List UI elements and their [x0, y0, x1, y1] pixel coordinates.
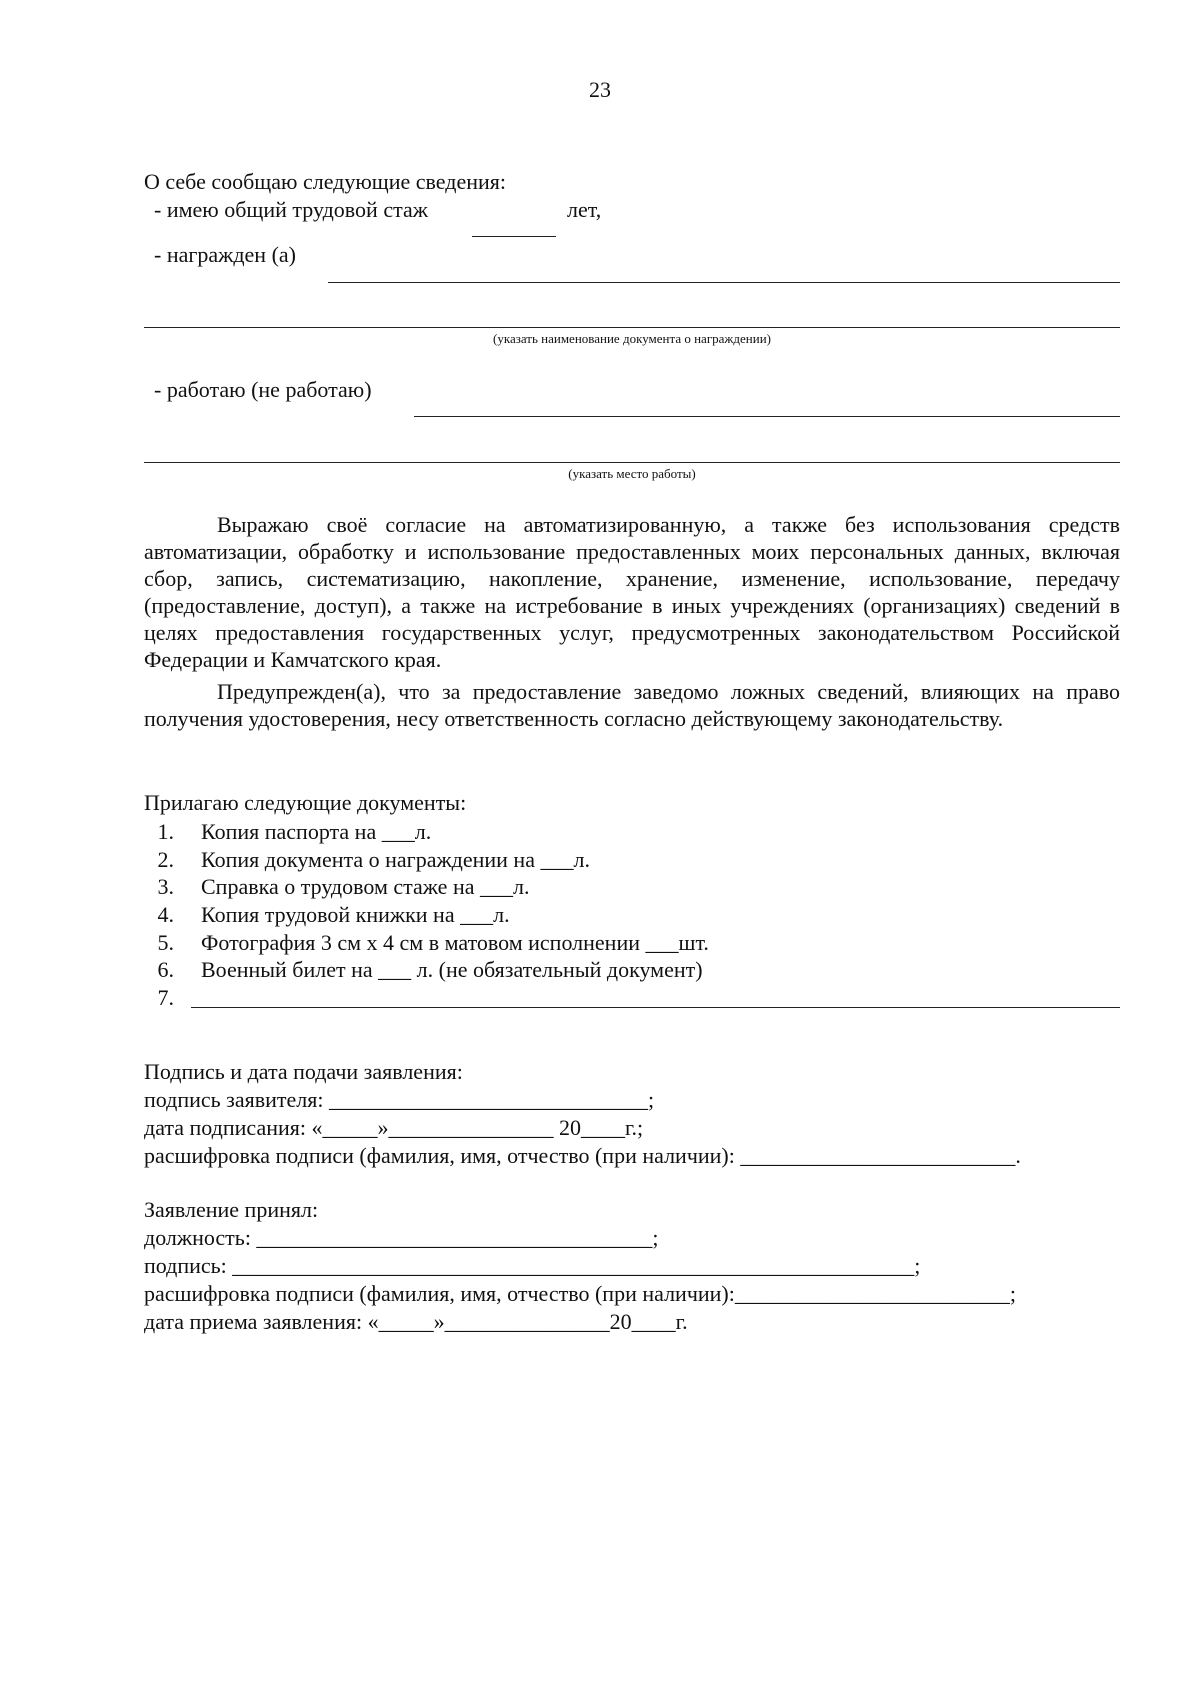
position-line: должность: ____________________________________;	[144, 1225, 659, 1250]
attachment-blank-line	[191, 1007, 1120, 1008]
consent-paragraph: Выражаю своё согласие на автоматизированную, а также без использования средств автоматизации, обработку и использование предоставленных моих персональных данных, включая сбор, запись, систематизацию, накопление, хранение, изменение, использование, передачу (предоставление, доступ), а также на истребование в иных учреждениях (организациях) сведений в целях предоставления государственных услуг, предусмотренных законодательством Российской Федерации и Камчатского края.	[144, 512, 1120, 672]
awarded-label: - награжден (а)	[154, 242, 297, 267]
applicant-signature-line: подпись заявителя: _____________________________;	[144, 1087, 655, 1112]
attachment-text: Военный билет на ___ л. (не обязательный документ)	[201, 957, 703, 982]
attachment-number: 1.	[157, 819, 174, 844]
attachment-number: 7.	[157, 985, 174, 1010]
attachment-number: 3.	[157, 874, 174, 899]
work-blank-2	[144, 462, 1120, 463]
receiver-decoding-line: расшифровка подписи (фамилия, имя, отчество (при наличии):_________________________;	[144, 1281, 1016, 1306]
attachment-number: 5.	[157, 930, 174, 955]
page-number: 23	[589, 77, 611, 102]
experience-blank	[472, 236, 556, 237]
awarded-blank-2	[144, 327, 1120, 328]
signature-heading: Подпись и дата подачи заявления:	[144, 1059, 463, 1084]
attachment-text: Фотография 3 см х 4 см в матовом исполнении ___шт.	[201, 930, 709, 955]
work-blank-1	[414, 416, 1120, 417]
attachment-number: 2.	[157, 847, 174, 872]
receipt-date-line: дата приема заявления: «_____»_______________20____г.	[144, 1309, 688, 1334]
attachment-number: 4.	[157, 902, 174, 927]
attachment-text: Копия паспорта на ___л.	[201, 819, 432, 844]
awarded-caption: (указать наименование документа о награждении)	[493, 331, 771, 346]
attachment-text: Копия трудовой книжки на ___л.	[201, 902, 510, 927]
attachment-text: Справка о трудовом стаже на ___л.	[201, 874, 530, 899]
work-caption: (указать место работы)	[568, 466, 696, 481]
receiver-signature-line: подпись: ______________________________________________________________;	[144, 1253, 921, 1278]
signing-date-line: дата подписания: «_____»_______________ 20____г.;	[144, 1115, 644, 1140]
applicant-decoding-line: расшифровка подписи (фамилия, имя, отчество (при наличии): _________________________.	[144, 1143, 1021, 1168]
experience-label: - имею общий трудовой стаж	[154, 197, 428, 222]
attachment-text: Копия документа о награждении на ___л.	[201, 847, 590, 872]
warning-paragraph: Предупрежден(а), что за предоставление заведомо ложных сведений, влияющих на право получения удостоверения, несу ответственность согласно действующему законодательству.	[144, 679, 1120, 731]
attachment-number: 6.	[157, 957, 174, 982]
accepted-heading: Заявление принял:	[144, 1197, 319, 1222]
work-label: - работаю (не работаю)	[154, 377, 372, 402]
attachments-heading: Прилагаю следующие документы:	[144, 790, 467, 815]
awarded-blank-1	[328, 282, 1120, 283]
experience-suffix: лет,	[567, 197, 602, 222]
section-heading-about: О себе сообщаю следующие сведения:	[144, 169, 507, 194]
